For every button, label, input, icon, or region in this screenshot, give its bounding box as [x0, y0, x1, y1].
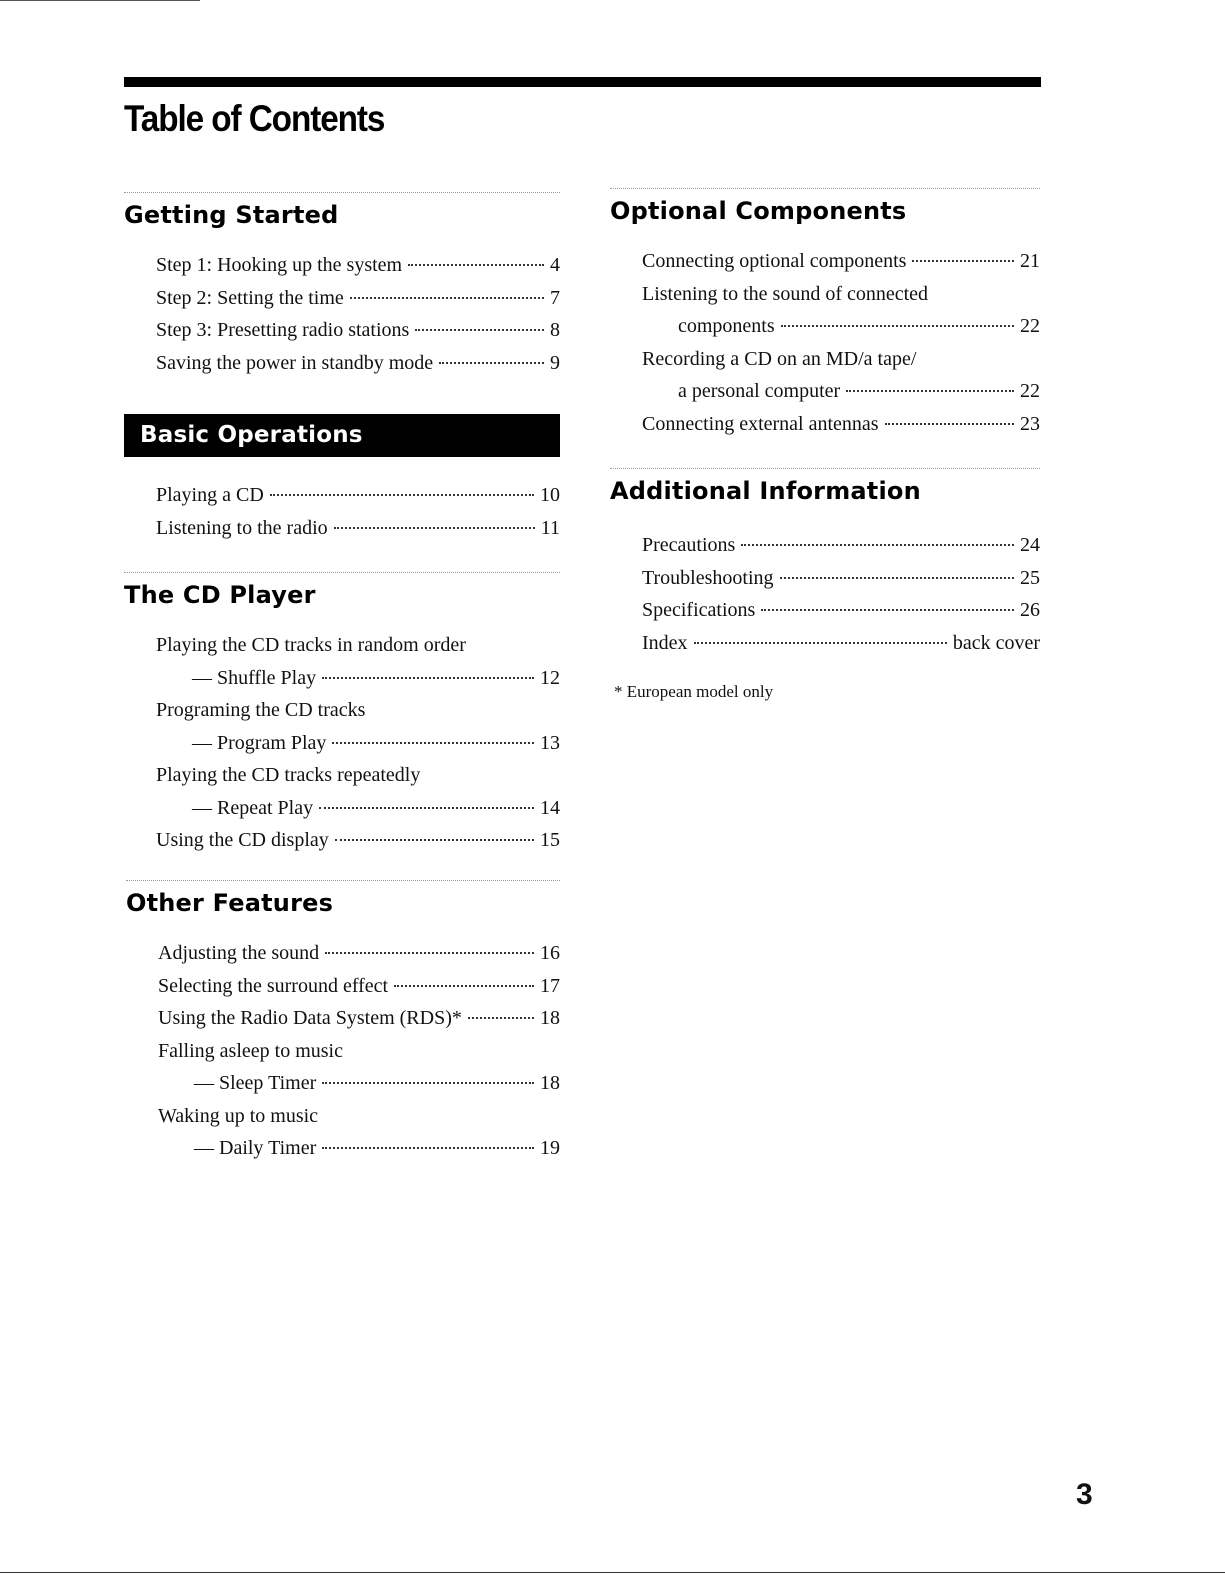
- dot-leader: [270, 494, 534, 496]
- toc-entry[interactable]: [156, 314, 560, 347]
- toc-entry[interactable]: [642, 408, 1040, 441]
- toc-entry[interactable]: [156, 479, 560, 512]
- dot-leader: [322, 1082, 534, 1084]
- toc-entry[interactable]: [156, 512, 560, 545]
- entry-title: Connecting external antennas: [642, 412, 879, 435]
- bottom-edge-line: [0, 1572, 1225, 1573]
- entry-page: 21: [1020, 250, 1040, 272]
- entry-page: 16: [540, 942, 560, 964]
- entry-subtitle: a personal computer: [678, 380, 841, 402]
- section-divider: [610, 468, 1040, 469]
- entry-title: Troubleshooting: [642, 566, 774, 589]
- entry-subtitle: components: [678, 315, 775, 337]
- toc-entry[interactable]: [642, 529, 1040, 562]
- dot-leader: [468, 1017, 534, 1019]
- entry-title: Selecting the surround effect: [158, 974, 389, 997]
- section-heading: Additional Information: [610, 477, 921, 505]
- entry-title: Step 2: Setting the time: [156, 286, 344, 309]
- section-basic-operations: [124, 414, 560, 544]
- dot-leader: [319, 807, 534, 809]
- entry-page: 23: [1020, 412, 1040, 435]
- entry-title: Playing the CD tracks repeatedly: [156, 764, 421, 786]
- dot-leader: [415, 329, 544, 331]
- entry-title-line: [158, 1035, 560, 1068]
- section-divider: [126, 880, 560, 881]
- entry-title: Adjusting the sound: [158, 942, 320, 964]
- section-heading: The CD Player: [124, 581, 316, 609]
- section-optional-components: [610, 188, 1040, 440]
- toc-entry[interactable]: [642, 627, 1040, 660]
- entry-list: [126, 937, 560, 1165]
- toc-entry[interactable]: [158, 1002, 560, 1035]
- entry-list: [610, 529, 1040, 659]
- dot-leader: [334, 527, 535, 529]
- dot-leader: [325, 952, 534, 954]
- entry-title: Step 3: Presetting radio stations: [156, 319, 410, 341]
- toc-entry[interactable]: [156, 629, 560, 694]
- entry-page: 11: [540, 516, 560, 539]
- entry-page: 9: [550, 351, 560, 374]
- section-cd-player: [124, 572, 560, 857]
- top-edge-mark: [0, 0, 200, 1]
- entry-title: Waking up to music: [158, 1104, 319, 1127]
- title-rule: [124, 77, 1041, 87]
- entry-subtitle: — Repeat Play: [192, 796, 314, 819]
- entry-page: 22: [1020, 380, 1040, 402]
- entry-title-line: [156, 759, 560, 792]
- toc-entry[interactable]: [156, 759, 560, 824]
- entry-subline: [158, 1132, 560, 1165]
- entry-page: 12: [540, 666, 560, 689]
- entry-title-line: [642, 343, 1040, 376]
- section-other-features: [126, 880, 560, 1165]
- entry-title: Playing a CD: [156, 484, 264, 506]
- dot-leader: [780, 577, 1014, 579]
- toc-entry[interactable]: [158, 1035, 560, 1100]
- entry-title: Listening to the sound of connected: [642, 282, 929, 305]
- toc-entry[interactable]: [642, 278, 1040, 343]
- section-getting-started: [124, 192, 560, 379]
- entry-subtitle: — Daily Timer: [194, 1137, 317, 1159]
- dot-leader: [694, 642, 947, 644]
- toc-entry[interactable]: [158, 937, 560, 970]
- dot-leader: [912, 260, 1014, 262]
- toc-entry[interactable]: [156, 347, 560, 380]
- entry-title: Saving the power in standby mode: [156, 351, 434, 374]
- entry-subtitle: — Sleep Timer: [194, 1072, 317, 1094]
- entry-title: Recording a CD on an MD/a tape/: [642, 347, 917, 370]
- entry-subline: [156, 727, 560, 760]
- entry-title: Using the Radio Data System (RDS)*: [158, 1007, 462, 1029]
- entry-subline: [156, 792, 560, 825]
- entry-title: Playing the CD tracks in random order: [156, 634, 466, 656]
- entry-page: 15: [540, 829, 560, 851]
- dot-leader: [846, 390, 1014, 392]
- entry-subtitle: — Program Play: [192, 731, 327, 754]
- entry-title: Using the CD display: [156, 829, 329, 851]
- entry-title-line: [156, 629, 560, 662]
- section-heading: Optional Components: [610, 197, 907, 225]
- dot-leader: [322, 677, 534, 679]
- entry-page: 13: [540, 731, 560, 754]
- dot-leader: [408, 264, 544, 266]
- dot-leader: [885, 423, 1014, 425]
- entry-subline: [156, 662, 560, 695]
- section-heading: Basic Operations: [124, 414, 560, 457]
- entry-page: 22: [1020, 315, 1040, 337]
- entry-list: [124, 249, 560, 379]
- entry-title: Index: [642, 631, 688, 654]
- entry-page: 10: [540, 484, 560, 506]
- entry-title: Step 1: Hooking up the system: [156, 254, 403, 276]
- toc-entry[interactable]: [156, 824, 560, 857]
- section-heading: Other Features: [126, 889, 334, 917]
- entry-subline: [642, 310, 1040, 343]
- section-divider: [124, 572, 560, 573]
- entry-title-line: [156, 694, 560, 727]
- entry-title: Specifications: [642, 599, 756, 621]
- page-number: 3: [1076, 1478, 1093, 1511]
- dot-leader: [394, 985, 534, 987]
- section-heading: Getting Started: [124, 201, 339, 229]
- entry-list: [610, 245, 1040, 440]
- entry-subtitle: — Shuffle Play: [192, 666, 317, 689]
- entry-subline: [642, 375, 1040, 408]
- dot-leader: [439, 362, 544, 364]
- dot-leader: [332, 742, 534, 744]
- section-additional-information: [610, 468, 1040, 659]
- toc-entry[interactable]: [642, 343, 1040, 408]
- toc-entry[interactable]: [156, 249, 560, 282]
- toc-entry[interactable]: [642, 562, 1040, 595]
- entry-title-line: [158, 1100, 560, 1133]
- entry-title: Precautions: [642, 534, 736, 556]
- entry-page: 19: [540, 1137, 560, 1159]
- entry-title: Listening to the radio: [156, 516, 328, 539]
- dot-leader: [335, 839, 534, 841]
- entry-page: 14: [540, 796, 560, 819]
- entry-page: 24: [1020, 534, 1040, 556]
- entry-list: [124, 479, 560, 544]
- entry-page: 17: [540, 974, 560, 997]
- toc-entry[interactable]: [158, 970, 560, 1003]
- entry-page: 8: [550, 319, 560, 341]
- entry-page: 7: [550, 286, 560, 309]
- entry-page: 26: [1020, 599, 1040, 621]
- toc-entry[interactable]: [642, 245, 1040, 278]
- toc-entry[interactable]: [156, 282, 560, 315]
- entry-page: 18: [540, 1072, 560, 1094]
- entry-title: Connecting optional components: [642, 250, 907, 272]
- entry-subline: [158, 1067, 560, 1100]
- toc-entry[interactable]: [642, 594, 1040, 627]
- entry-title: Programing the CD tracks: [156, 699, 366, 721]
- dot-leader: [761, 609, 1014, 611]
- page-title: Table of Contents: [124, 98, 385, 139]
- dot-leader: [350, 297, 544, 299]
- toc-entry[interactable]: [158, 1100, 560, 1165]
- entry-page: back cover: [952, 631, 1040, 654]
- dot-leader: [781, 325, 1014, 327]
- section-divider: [124, 192, 560, 193]
- entry-list: [124, 629, 560, 857]
- dot-leader: [741, 544, 1014, 546]
- footnote: * European model only: [614, 682, 774, 701]
- entry-title: Falling asleep to music: [158, 1039, 343, 1062]
- entry-page: 4: [550, 254, 560, 276]
- dot-leader: [322, 1147, 534, 1149]
- entry-page: 25: [1020, 566, 1040, 589]
- section-divider: [610, 188, 1040, 189]
- toc-entry[interactable]: [156, 694, 560, 759]
- entry-page: 18: [540, 1007, 560, 1029]
- entry-title-line: [642, 278, 1040, 311]
